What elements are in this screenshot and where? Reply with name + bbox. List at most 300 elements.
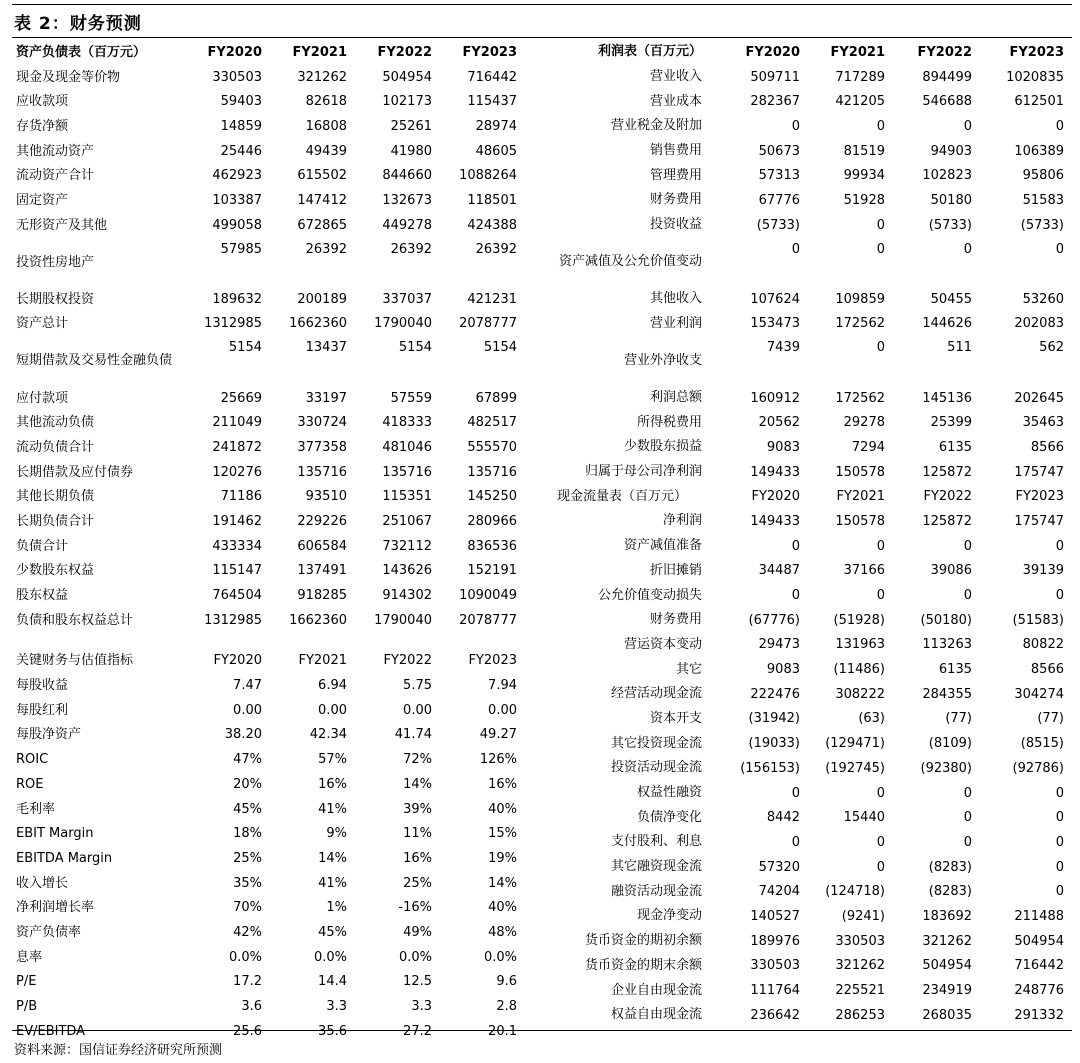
value-cell: (5733) bbox=[928, 217, 972, 233]
value-cell: 147412 bbox=[297, 192, 347, 208]
value-cell: (63) bbox=[858, 711, 885, 727]
row-label: 息率 bbox=[16, 949, 43, 965]
value-cell: 377358 bbox=[297, 439, 347, 455]
row-label: 应收款项 bbox=[16, 94, 69, 110]
table-row bbox=[12, 558, 517, 583]
value-cell: 143626 bbox=[382, 563, 432, 579]
value-cell: 5154 bbox=[398, 340, 432, 356]
value-cell: 3.3 bbox=[326, 999, 347, 1014]
row-label: 经营活动现金流 bbox=[610, 686, 702, 702]
row-label: 权益性融资 bbox=[636, 785, 702, 800]
table-row bbox=[557, 1003, 1064, 1028]
value-cell: 149433 bbox=[750, 513, 800, 529]
value-cell: 3.3 bbox=[411, 999, 432, 1014]
value-cell: 9% bbox=[326, 826, 347, 842]
row-label: 固定资产 bbox=[16, 192, 69, 208]
value-cell: 504954 bbox=[382, 69, 432, 85]
value-cell: 914302 bbox=[382, 588, 432, 603]
row-label: EBITDA Margin bbox=[16, 850, 113, 866]
value-cell: 102823 bbox=[922, 168, 972, 184]
value-cell: 0 bbox=[791, 785, 800, 801]
row-label: 少数股东损益 bbox=[623, 439, 702, 455]
row-label: 销售费用 bbox=[649, 143, 702, 159]
value-cell: (5733) bbox=[756, 217, 800, 233]
value-cell: 291332 bbox=[1014, 1007, 1064, 1023]
value-cell: 120276 bbox=[212, 464, 262, 480]
section-header bbox=[557, 484, 1064, 509]
row-label: 流动资产合计 bbox=[16, 168, 95, 184]
row-label: 应付款项 bbox=[16, 390, 69, 406]
value-cell: 0 bbox=[876, 588, 885, 603]
value-cell: 25% bbox=[233, 850, 262, 866]
value-cell: 38.20 bbox=[224, 727, 262, 743]
table-row bbox=[557, 238, 1064, 287]
value-cell: 25399 bbox=[930, 415, 972, 431]
value-cell: 268035 bbox=[922, 1007, 972, 1023]
row-label: 负债和股东权益总计 bbox=[16, 612, 134, 628]
table-row bbox=[557, 855, 1064, 880]
value-cell: 48605 bbox=[475, 143, 517, 159]
value-cell: 49.27 bbox=[479, 727, 517, 743]
value-cell: 0.0% bbox=[228, 949, 262, 965]
table-row bbox=[12, 65, 517, 90]
value-cell: 47% bbox=[233, 752, 262, 768]
table-row bbox=[557, 435, 1064, 460]
value-cell: 6.94 bbox=[318, 678, 347, 694]
value-cell: 14% bbox=[488, 875, 517, 891]
table-row bbox=[557, 188, 1064, 213]
value-cell: 115147 bbox=[212, 563, 262, 579]
year-header: FY2021 bbox=[836, 489, 885, 505]
value-cell: 25669 bbox=[220, 390, 262, 406]
value-cell: 337037 bbox=[382, 291, 432, 307]
value-cell: 0 bbox=[876, 538, 885, 554]
value-cell: 2.8 bbox=[496, 999, 517, 1014]
value-cell: 14% bbox=[403, 776, 432, 792]
table-row bbox=[557, 929, 1064, 954]
value-cell: 433334 bbox=[212, 538, 262, 554]
table-row bbox=[557, 953, 1064, 978]
year-header: FY2020 bbox=[213, 653, 262, 669]
value-cell: 6135 bbox=[938, 662, 972, 678]
value-cell: 109859 bbox=[835, 291, 885, 307]
value-cell: 9083 bbox=[766, 439, 800, 455]
table-row bbox=[12, 747, 517, 772]
row-label: 负债合计 bbox=[16, 538, 69, 554]
row-label: 毛利率 bbox=[16, 801, 56, 817]
row-label: 融资活动现金流 bbox=[610, 883, 702, 899]
row-label: 财务费用 bbox=[649, 612, 702, 628]
value-cell: 282367 bbox=[750, 94, 800, 110]
table-row bbox=[557, 904, 1064, 929]
row-label: 净利润 bbox=[662, 513, 702, 529]
section-title: 资产负债表（百万元） bbox=[16, 44, 147, 60]
table-row bbox=[557, 312, 1064, 337]
value-cell: 732112 bbox=[382, 538, 432, 554]
value-cell: 34487 bbox=[758, 563, 800, 579]
value-cell: 3.6 bbox=[241, 999, 262, 1014]
value-cell: (51928) bbox=[833, 612, 885, 628]
value-cell: 72% bbox=[403, 752, 432, 768]
value-cell: 40% bbox=[488, 900, 517, 916]
value-cell: 421205 bbox=[835, 94, 885, 110]
section-spacer bbox=[12, 633, 517, 649]
value-cell: 18% bbox=[233, 826, 262, 842]
table-row bbox=[557, 707, 1064, 732]
value-cell: 202083 bbox=[1014, 316, 1064, 332]
section-header bbox=[12, 40, 517, 65]
value-cell: (124718) bbox=[825, 884, 885, 900]
value-cell: 35% bbox=[233, 875, 262, 891]
value-cell: 175747 bbox=[1014, 464, 1064, 480]
value-cell: 57985 bbox=[220, 241, 262, 257]
value-cell: 57559 bbox=[390, 390, 432, 406]
value-cell: 80822 bbox=[1022, 637, 1064, 653]
table-row bbox=[557, 781, 1064, 806]
value-cell: 152191 bbox=[467, 563, 517, 579]
value-cell: 1790040 bbox=[374, 316, 432, 332]
section-header bbox=[557, 40, 1064, 65]
row-label: 短期借款及交易性金融负债 bbox=[16, 353, 173, 369]
row-label: 支付股利、利息 bbox=[610, 834, 702, 850]
value-cell: (19033) bbox=[748, 736, 800, 752]
row-label: 资本开支 bbox=[649, 710, 702, 726]
value-cell: 135716 bbox=[467, 464, 517, 480]
row-label: 收入增长 bbox=[16, 875, 69, 891]
value-cell: 0 bbox=[963, 810, 972, 826]
value-cell: 51928 bbox=[843, 192, 885, 208]
value-cell: 0 bbox=[963, 538, 972, 554]
value-cell: 308222 bbox=[835, 686, 885, 702]
value-cell: 29278 bbox=[843, 415, 885, 431]
value-cell: 1% bbox=[326, 900, 347, 916]
value-cell: (51583) bbox=[1012, 612, 1064, 628]
value-cell: 25446 bbox=[220, 143, 262, 159]
table-row bbox=[557, 509, 1064, 534]
value-cell: 150578 bbox=[835, 464, 885, 480]
value-cell: 14% bbox=[318, 850, 347, 866]
row-label: 企业自由现金流 bbox=[610, 982, 702, 998]
value-cell: 7.47 bbox=[233, 678, 262, 694]
value-cell: 41.74 bbox=[394, 727, 432, 743]
value-cell: 49439 bbox=[305, 143, 347, 159]
value-cell: 0 bbox=[963, 785, 972, 801]
value-cell: 5.75 bbox=[403, 678, 432, 694]
value-cell: 0 bbox=[1055, 538, 1064, 554]
value-cell: 499058 bbox=[212, 217, 262, 233]
value-cell: 509711 bbox=[750, 69, 800, 85]
row-label: 流动负债合计 bbox=[16, 439, 95, 455]
value-cell: 225521 bbox=[835, 983, 885, 998]
value-cell: 145136 bbox=[922, 390, 972, 406]
value-cell: 144626 bbox=[922, 316, 972, 332]
table-row bbox=[557, 830, 1064, 855]
value-cell: 0 bbox=[1055, 241, 1064, 257]
value-cell: 7439 bbox=[766, 340, 800, 356]
table-row bbox=[557, 731, 1064, 756]
value-cell: 251067 bbox=[382, 513, 432, 529]
value-cell: 149433 bbox=[750, 464, 800, 480]
value-cell: 8442 bbox=[766, 810, 800, 826]
table-row bbox=[12, 188, 517, 213]
row-label: 营业收入 bbox=[649, 69, 702, 85]
value-cell: 135716 bbox=[297, 464, 347, 480]
value-cell: 137491 bbox=[297, 563, 347, 579]
value-cell: 236642 bbox=[750, 1007, 800, 1023]
table-row bbox=[12, 945, 517, 970]
value-cell: 29473 bbox=[758, 637, 800, 653]
row-label: 资产总计 bbox=[16, 316, 69, 332]
table-row bbox=[557, 534, 1064, 559]
table-row bbox=[12, 312, 517, 337]
value-cell: 0 bbox=[791, 538, 800, 554]
value-cell: 71186 bbox=[220, 489, 262, 505]
value-cell: 836536 bbox=[467, 538, 517, 554]
value-cell: 99934 bbox=[843, 168, 885, 184]
row-label: 其它投资现金流 bbox=[610, 735, 702, 751]
value-cell: 27.2 bbox=[403, 1023, 432, 1039]
value-cell: 0 bbox=[876, 340, 885, 356]
value-cell: 59403 bbox=[220, 94, 262, 110]
value-cell: 153473 bbox=[750, 316, 800, 332]
row-label: 每股红利 bbox=[16, 702, 69, 718]
year-header: FY2021 bbox=[830, 44, 885, 60]
value-cell: (8109) bbox=[928, 736, 972, 752]
section-title: 关键财务与估值指标 bbox=[16, 653, 134, 669]
value-cell: (156153) bbox=[740, 760, 800, 776]
value-cell: 140527 bbox=[750, 908, 800, 924]
row-label: 少数股东权益 bbox=[16, 563, 95, 579]
table-row bbox=[12, 139, 517, 164]
table-row bbox=[557, 978, 1064, 1003]
value-cell: 49% bbox=[403, 924, 432, 940]
value-cell: 234919 bbox=[922, 983, 972, 998]
value-cell: 107624 bbox=[750, 291, 800, 307]
table-row bbox=[12, 608, 517, 633]
table-row bbox=[12, 114, 517, 139]
table-row bbox=[557, 608, 1064, 633]
table-row bbox=[557, 460, 1064, 485]
value-cell: 20.1 bbox=[488, 1023, 517, 1039]
value-cell: 606584 bbox=[297, 538, 347, 554]
value-cell: 150578 bbox=[835, 513, 885, 529]
value-cell: 418333 bbox=[382, 415, 432, 431]
row-label: 其他流动负债 bbox=[16, 415, 95, 431]
value-cell: 15% bbox=[488, 826, 517, 842]
value-cell: 189632 bbox=[212, 291, 262, 307]
row-label: 公允价值变动损失 bbox=[597, 587, 702, 603]
row-label: 股东权益 bbox=[16, 588, 69, 603]
value-cell: (31942) bbox=[748, 711, 800, 727]
value-cell: 82618 bbox=[305, 94, 347, 110]
value-cell: (192745) bbox=[825, 760, 885, 776]
value-cell: 0 bbox=[876, 859, 885, 875]
table-row bbox=[12, 846, 517, 871]
left-panel bbox=[12, 40, 517, 1044]
row-label: 存货净额 bbox=[16, 118, 69, 134]
value-cell: 0.0% bbox=[398, 949, 432, 965]
value-cell: (8515) bbox=[1020, 736, 1064, 752]
value-cell: 1790040 bbox=[374, 612, 432, 628]
value-cell: 57320 bbox=[758, 859, 800, 875]
table-row bbox=[12, 386, 517, 411]
value-cell: -16% bbox=[398, 900, 432, 916]
value-cell: 0.00 bbox=[318, 702, 347, 718]
value-cell: 321262 bbox=[297, 69, 347, 85]
row-label: 无形资产及其他 bbox=[16, 217, 108, 233]
value-cell: (11486) bbox=[833, 662, 885, 678]
value-cell: 0 bbox=[963, 588, 972, 603]
table-row bbox=[557, 89, 1064, 114]
row-label: 每股净资产 bbox=[16, 727, 82, 743]
table-row bbox=[557, 336, 1064, 385]
table-row bbox=[12, 821, 517, 846]
value-cell: (77) bbox=[1037, 711, 1064, 727]
value-cell: 200189 bbox=[297, 291, 347, 307]
value-cell: 8566 bbox=[1030, 662, 1064, 678]
value-cell: 1088264 bbox=[459, 168, 517, 184]
value-cell: 8566 bbox=[1030, 439, 1064, 455]
row-label: 其他长期负债 bbox=[16, 489, 95, 505]
value-cell: (129471) bbox=[825, 736, 885, 752]
row-label: 权益自由现金流 bbox=[610, 1007, 702, 1023]
row-label: 长期负债合计 bbox=[16, 513, 95, 529]
value-cell: (92786) bbox=[1012, 760, 1064, 776]
value-cell: 6135 bbox=[938, 439, 972, 455]
value-cell: 103387 bbox=[212, 192, 262, 208]
row-label: 长期股权投资 bbox=[16, 291, 95, 307]
value-cell: 0 bbox=[963, 834, 972, 850]
value-cell: 0.00 bbox=[403, 702, 432, 718]
value-cell: 41% bbox=[318, 801, 347, 817]
value-cell: 16% bbox=[403, 850, 432, 866]
value-cell: 11% bbox=[403, 826, 432, 842]
row-label: 货币资金的期末余额 bbox=[584, 957, 702, 973]
table-row bbox=[557, 114, 1064, 139]
value-cell: 95806 bbox=[1022, 168, 1064, 184]
value-cell: 25261 bbox=[390, 118, 432, 134]
table-row bbox=[12, 213, 517, 238]
table-row bbox=[12, 534, 517, 559]
year-header: FY2022 bbox=[917, 44, 972, 60]
table-row bbox=[557, 805, 1064, 830]
value-cell: 280966 bbox=[467, 513, 517, 529]
row-label: 其他流动资产 bbox=[16, 143, 95, 159]
value-cell: 48% bbox=[488, 924, 517, 940]
year-header: FY2021 bbox=[292, 44, 347, 60]
value-cell: (92380) bbox=[920, 760, 972, 776]
value-cell: 211488 bbox=[1014, 908, 1064, 924]
value-cell: 16% bbox=[318, 776, 347, 792]
year-header: FY2023 bbox=[468, 653, 517, 669]
value-cell: 189976 bbox=[750, 933, 800, 949]
value-cell: 39139 bbox=[1022, 563, 1064, 579]
row-label: 投资活动现金流 bbox=[610, 760, 702, 776]
value-cell: 17.2 bbox=[233, 974, 262, 990]
year-header: FY2022 bbox=[383, 653, 432, 669]
value-cell: (67776) bbox=[748, 612, 800, 628]
row-label: 资产减值准备 bbox=[623, 538, 702, 554]
value-cell: 118501 bbox=[467, 192, 517, 208]
table-row bbox=[12, 772, 517, 797]
value-cell: 191462 bbox=[212, 513, 262, 529]
section-header bbox=[12, 649, 517, 674]
value-cell: (77) bbox=[945, 711, 972, 727]
row-label: 营业成本 bbox=[649, 93, 702, 109]
table-row bbox=[12, 723, 517, 748]
row-label: 管理费用 bbox=[649, 167, 702, 183]
value-cell: 321262 bbox=[835, 958, 885, 974]
row-label: 投资性房地产 bbox=[16, 254, 95, 270]
value-cell: 0.0% bbox=[483, 949, 517, 965]
value-cell: 40% bbox=[488, 801, 517, 817]
row-label: EV/EBITDA bbox=[16, 1023, 86, 1039]
value-cell: 330503 bbox=[750, 958, 800, 974]
table-row bbox=[12, 509, 517, 534]
value-cell: 0 bbox=[1055, 785, 1064, 801]
value-cell: 16808 bbox=[305, 118, 347, 134]
row-label: 其他收入 bbox=[649, 291, 702, 307]
value-cell: 0.0% bbox=[313, 949, 347, 965]
value-cell: 111764 bbox=[750, 983, 800, 998]
value-cell: 125872 bbox=[922, 513, 972, 529]
row-label: P/B bbox=[16, 999, 38, 1014]
value-cell: 20% bbox=[233, 776, 262, 792]
value-cell: 449278 bbox=[382, 217, 432, 233]
value-cell: 125872 bbox=[922, 464, 972, 480]
table-row bbox=[12, 410, 517, 435]
value-cell: 45% bbox=[318, 924, 347, 940]
value-cell: 41% bbox=[318, 875, 347, 891]
row-label: 其它融资现金流 bbox=[610, 859, 702, 875]
value-cell: 115437 bbox=[467, 94, 517, 110]
value-cell: 39% bbox=[403, 801, 432, 817]
value-cell: 504954 bbox=[922, 958, 972, 974]
row-label: 负债净变化 bbox=[636, 809, 702, 825]
value-cell: 0 bbox=[1055, 810, 1064, 826]
table-row bbox=[557, 213, 1064, 238]
value-cell: 15440 bbox=[843, 810, 885, 826]
row-label: 长期借款及应付债券 bbox=[16, 464, 134, 480]
year-header: FY2022 bbox=[377, 44, 432, 60]
value-cell: 0 bbox=[1055, 859, 1064, 875]
value-cell: 94903 bbox=[930, 143, 972, 159]
value-cell: 172562 bbox=[835, 316, 885, 332]
value-cell: (8283) bbox=[928, 859, 972, 875]
year-header: FY2020 bbox=[207, 44, 262, 60]
row-label: 营运资本变动 bbox=[623, 636, 702, 652]
value-cell: 321262 bbox=[922, 933, 972, 949]
row-label: 资产减值及公允价值变动 bbox=[558, 254, 702, 270]
value-cell: 1020835 bbox=[1006, 69, 1064, 85]
row-label: 营业外净收支 bbox=[623, 352, 702, 368]
table-row bbox=[12, 484, 517, 509]
year-header: FY2020 bbox=[745, 44, 800, 60]
value-cell: 0 bbox=[963, 118, 972, 134]
row-label: EBIT Margin bbox=[16, 826, 94, 842]
value-cell: 106389 bbox=[1014, 143, 1064, 159]
value-cell: 0 bbox=[1055, 834, 1064, 850]
value-cell: 0 bbox=[876, 118, 885, 134]
value-cell: 202645 bbox=[1014, 390, 1064, 406]
value-cell: 67776 bbox=[758, 192, 800, 208]
value-cell: 0 bbox=[876, 834, 885, 850]
table-row bbox=[557, 879, 1064, 904]
table-row bbox=[12, 336, 517, 385]
table-row bbox=[12, 698, 517, 723]
row-label: 净利润增长率 bbox=[16, 900, 95, 916]
value-cell: 482517 bbox=[467, 415, 517, 431]
